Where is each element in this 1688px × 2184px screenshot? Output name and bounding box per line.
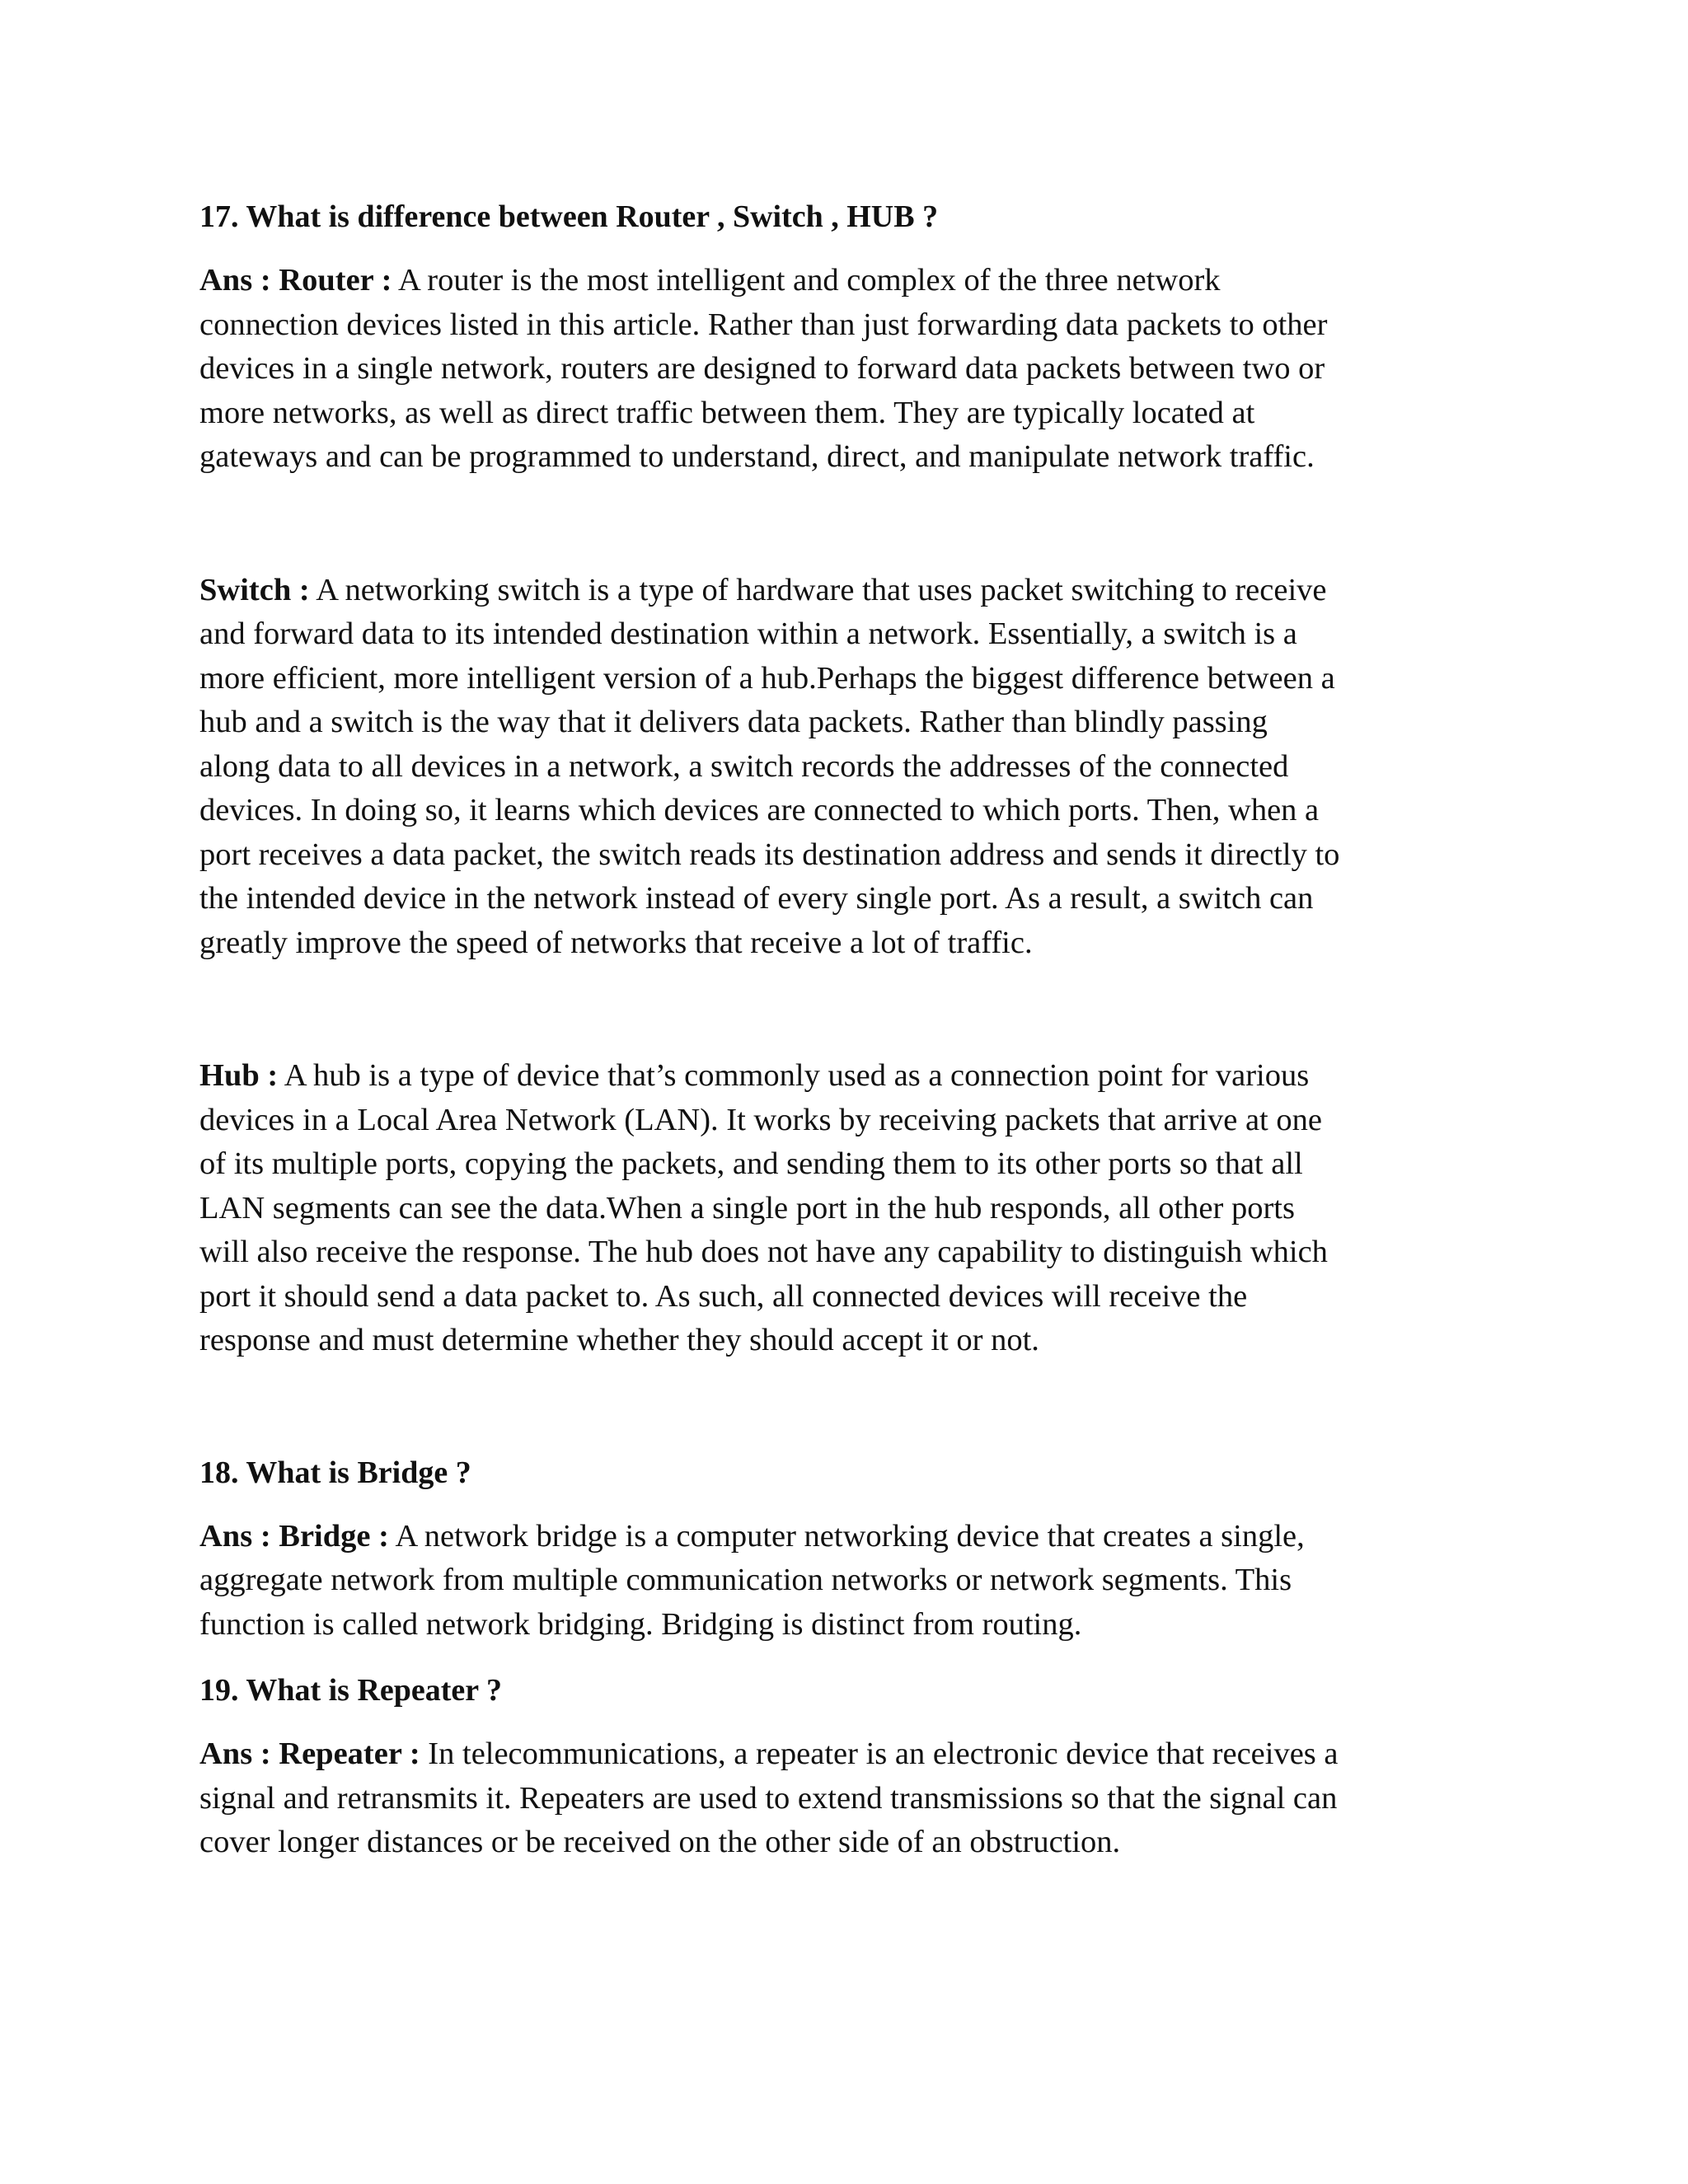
answer-line: more networks, as well as direct traffic between them. They are typically located at xyxy=(199,395,1255,430)
ans-prefix: Ans : xyxy=(199,263,279,298)
answer-line: LAN segments can see the data.When a single port in the hub responds, all other ports xyxy=(199,1190,1295,1226)
answer-line: Ans : Router : A router is the most intelligent and complex of the three network xyxy=(199,263,1221,298)
question-18-heading: 18. What is Bridge ? xyxy=(199,1455,471,1490)
router-label: Router : xyxy=(279,263,392,298)
repeater-label: Repeater : xyxy=(279,1736,420,1771)
answer-line: signal and retransmits it. Repeaters are used to extend transmissions so that the signal can xyxy=(199,1780,1338,1816)
answer-switch-paragraph xyxy=(199,569,1502,966)
answer-line: cover longer distances or be received on the other side of an obstruction. xyxy=(199,1825,1121,1859)
question-17-heading: 17. What is difference between Router , Switch , HUB ? xyxy=(199,199,939,234)
answer-line: the intended device in the network instead of every single port. As a result, a switch can xyxy=(199,881,1314,916)
answer-line: of its multiple ports, copying the packets, and sending them to its other ports so that all xyxy=(199,1146,1303,1181)
document-page xyxy=(199,194,1502,1865)
answer-line: aggregate network from multiple communication networks or network segments. This xyxy=(199,1563,1292,1597)
answer-line: hub and a switch is the way that it delivers data packets. Rather than blindly passing xyxy=(199,705,1268,739)
answer-line: more efficient, more intelligent version of a hub.Perhaps the biggest difference between a xyxy=(199,660,1335,696)
answer-line: devices in a Local Area Network (LAN). It works by receiving packets that arrive at one xyxy=(199,1102,1322,1137)
answer-line: Ans : Repeater : In telecommunications, a repeater is an electronic device that receives a xyxy=(199,1736,1339,1771)
hub-label: Hub : xyxy=(199,1058,279,1093)
answer-router-paragraph xyxy=(199,259,1502,480)
answer-line: response and must determine whether they should accept it or not. xyxy=(199,1323,1039,1357)
answer-line: gateways and can be programmed to understand, direct, and manipulate network traffic. xyxy=(199,439,1315,474)
answer-line: port receives a data packet, the switch reads its destination address and sends it directly to xyxy=(199,837,1340,872)
answer-repeater-paragraph xyxy=(199,1732,1502,1865)
answer-line: devices in a single network, routers are designed to forward data packets between two or xyxy=(199,351,1325,386)
answer-line: port it should send a data packet to. As such, all connected devices will receive the xyxy=(199,1278,1248,1314)
answer-line: and forward data to its intended destination within a network. Essentially, a switch is a xyxy=(199,616,1297,651)
answer-line: Ans : Bridge : A network bridge is a computer networking device that creates a single, xyxy=(199,1518,1305,1554)
answer-line: Hub : A hub is a type of device that’s commonly used as a connection point for various xyxy=(199,1058,1310,1093)
answer-line: Switch : A networking switch is a type of hardware that uses packet switching to receive xyxy=(199,572,1327,607)
answer-hub-paragraph xyxy=(199,1054,1502,1363)
answer-bridge-paragraph xyxy=(199,1515,1502,1647)
ans-prefix: Ans : xyxy=(199,1518,279,1554)
answer-line: greatly improve the speed of networks that receive a lot of traffic. xyxy=(199,925,1033,960)
answer-line: will also receive the response. The hub does not have any capability to distinguish which xyxy=(199,1235,1328,1269)
switch-label: Switch : xyxy=(199,572,310,607)
ans-prefix: Ans : xyxy=(199,1736,279,1771)
answer-line: connection devices listed in this article. Rather than just forwarding data packets to other xyxy=(199,307,1328,342)
answer-line: along data to all devices in a network, a switch records the addresses of the connected xyxy=(199,748,1289,784)
answer-line: function is called network bridging. Bridging is distinct from routing. xyxy=(199,1606,1082,1642)
question-19-heading: 19. What is Repeater ? xyxy=(199,1673,502,1708)
bridge-label: Bridge : xyxy=(279,1518,389,1554)
answer-line: devices. In doing so, it learns which devices are connected to which ports. Then, when a xyxy=(199,793,1320,827)
